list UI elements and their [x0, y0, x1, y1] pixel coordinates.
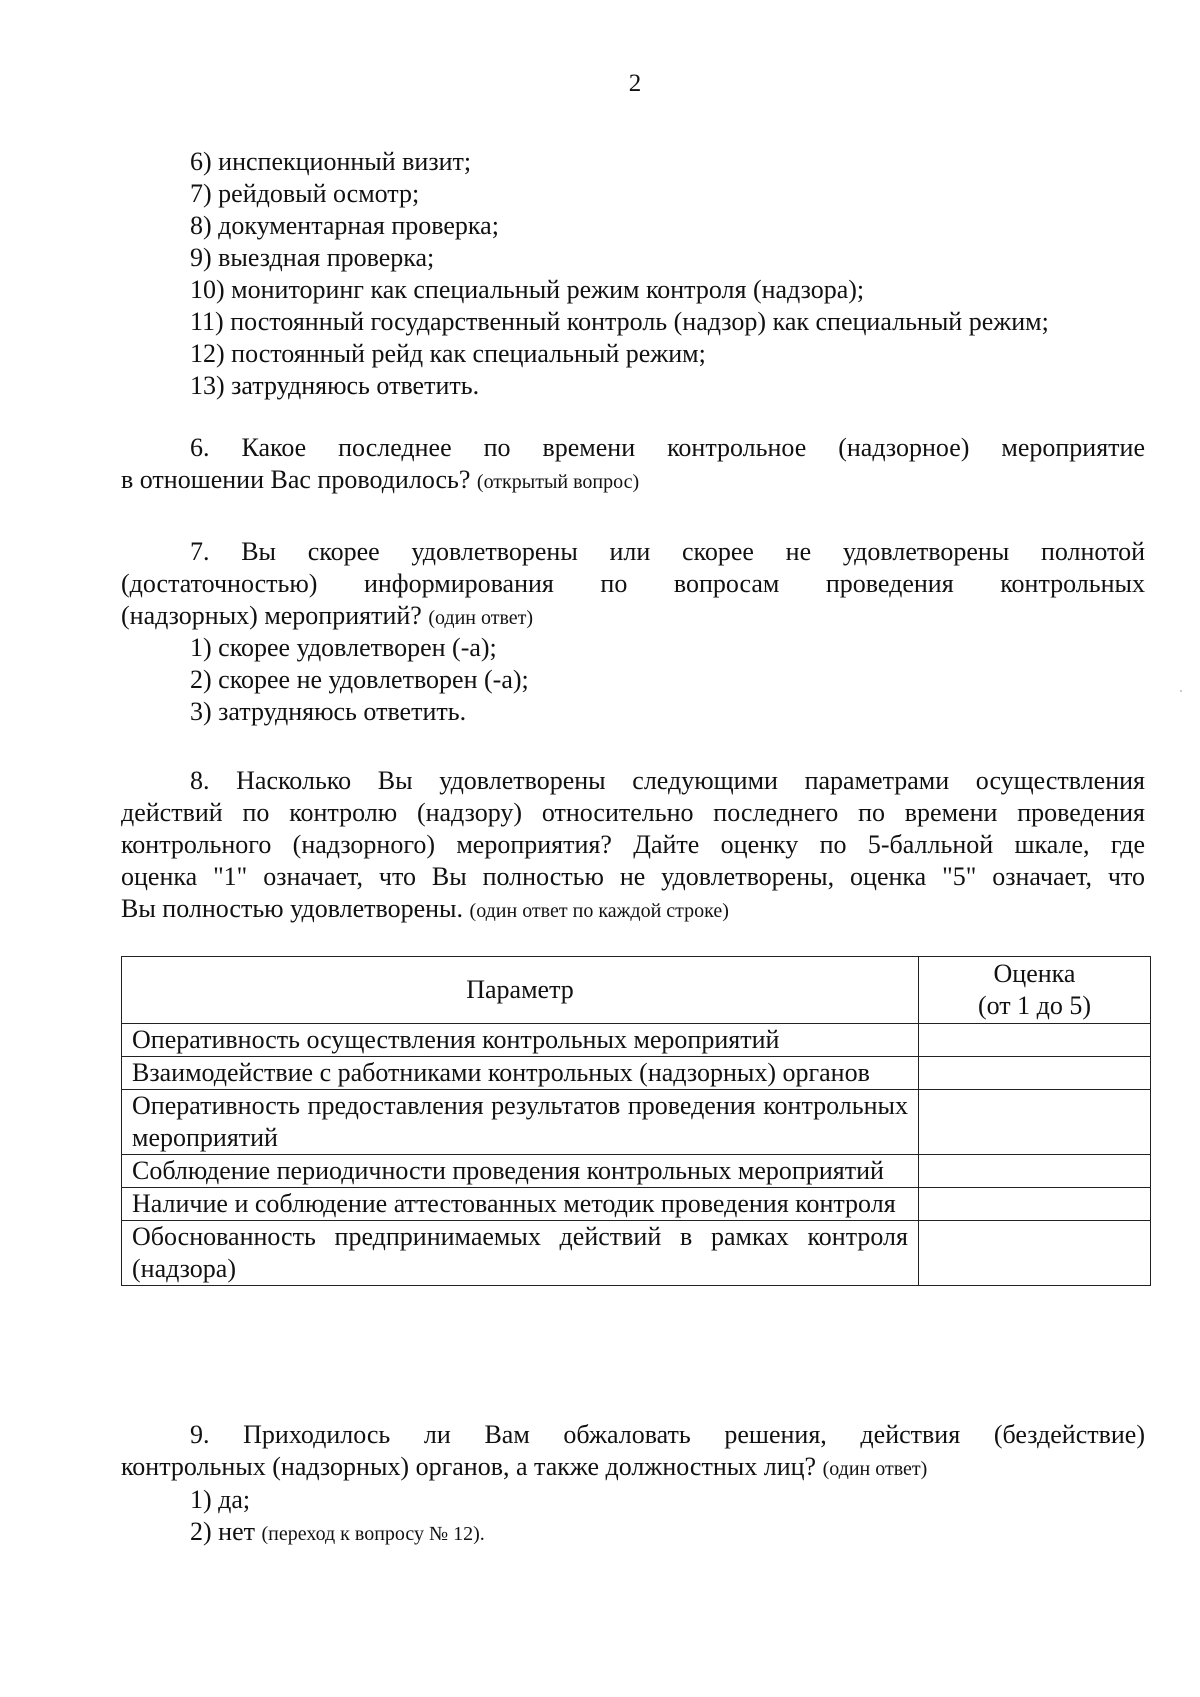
answer-option — [190, 1516, 485, 1550]
table-row — [122, 1024, 1151, 1057]
answer-option: 6) инспекционный визит; — [190, 147, 472, 176]
question-text: 9. Приходилось ли Вам обжаловать решения, действия (бездействие) — [190, 1420, 1145, 1449]
question-9 — [121, 1419, 1145, 1485]
question-text: Вы полностью удовлетворены. — [121, 894, 464, 923]
answer-option: 10) мониторинг как специальный режим контроля (надзора); — [190, 275, 865, 304]
question-8 — [121, 765, 1145, 927]
answer-option: 7) рейдовый осмотр; — [190, 179, 420, 208]
question-text-end — [121, 464, 1145, 498]
score-cell[interactable] — [919, 1188, 1151, 1221]
answer-option: 11) постоянный государственный контроль (надзор) как специальный режим; — [190, 307, 1049, 336]
parameter-cell: Соблюдение периодичности проведения контрольных мероприятий — [122, 1155, 919, 1188]
answer-option: 3) затрудняюсь ответить. — [190, 697, 467, 726]
parameter-cell: Наличие и соблюдение аттестованных методик проведения контроля — [122, 1188, 919, 1221]
question-text: (надзорных) мероприятий? — [121, 601, 422, 630]
answer-option: 2) скорее не удовлетворен (-а); — [190, 665, 529, 694]
parameter-cell: Оперативность предоставления результатов проведения контрольных мероприятий — [122, 1090, 919, 1155]
answer-option — [190, 1484, 250, 1516]
answer-option: 8) документарная проверка; — [190, 211, 499, 240]
table-row — [122, 1188, 1151, 1221]
question-text: оценка "1" означает, что Вы полностью не удовлетворены, оценка "5" означает, что — [121, 862, 1145, 891]
parameter-cell: Оперативность осуществления контрольных мероприятий — [122, 1024, 919, 1057]
answer-label: 1) да; — [190, 1485, 251, 1514]
question-text: (достаточностью) информирования по вопросам проведения контрольных — [121, 569, 1145, 598]
question-text: контрольного (надзорного) мероприятия? Дайте оценку по 5-балльной шкале, где — [121, 830, 1145, 859]
score-cell[interactable] — [919, 1057, 1151, 1090]
header-score-title: Оценка — [993, 959, 1076, 988]
header-score-range: (от 1 до 5) — [977, 991, 1092, 1020]
question-text-end — [121, 893, 1145, 927]
header-parameter: Параметр — [122, 957, 919, 1024]
answer-note: (один ответ) — [428, 607, 534, 629]
question-text-end — [121, 1451, 1145, 1485]
answer-note: (один ответ) — [822, 1458, 928, 1480]
question-text: 7. Вы скорее удовлетворены или скорее не удовлетворены полнотой — [190, 537, 1145, 566]
answer-note: (один ответ по каждой строке) — [469, 900, 729, 922]
parameter-cell: Взаимодействие с работниками контрольных (надзорных) органов — [122, 1057, 919, 1090]
score-cell[interactable] — [919, 1024, 1151, 1057]
scan-speck — [1180, 690, 1182, 692]
answer-label: 2) нет — [190, 1517, 255, 1546]
table-row — [122, 1155, 1151, 1188]
table-row — [122, 1057, 1151, 1090]
table-header-row — [122, 957, 1151, 1024]
answer-note: (переход к вопросу № 12). — [261, 1523, 485, 1545]
question-text: 6. Какое последнее по времени контрольное (надзорное) мероприятие — [190, 433, 1145, 462]
page-number: 2 — [628, 70, 642, 97]
question-text-end — [121, 600, 1145, 634]
question-6 — [121, 432, 1145, 498]
question-text: действий по контролю (надзору) относительно последнего по времени проведения — [121, 798, 1145, 827]
answer-note: (открытый вопрос) — [476, 471, 640, 493]
question-7 — [121, 536, 1145, 634]
question-text: в отношении Вас проводилось? — [121, 465, 471, 494]
answer-option: 12) постоянный рейд как специальный режим; — [190, 339, 706, 368]
question-text: контрольных (надзорных) органов, а также должностных лиц? — [121, 1452, 817, 1481]
score-cell[interactable] — [919, 1090, 1151, 1155]
answer-option: 1) скорее удовлетворен (-а); — [190, 633, 497, 662]
score-cell[interactable] — [919, 1155, 1151, 1188]
table-row — [122, 1090, 1151, 1155]
table-row — [122, 1221, 1151, 1286]
question-text: 8. Насколько Вы удовлетворены следующими параметрами осуществления — [190, 766, 1145, 795]
rating-table — [121, 956, 1151, 1286]
answer-option: 9) выездная проверка; — [190, 243, 435, 272]
score-cell[interactable] — [919, 1221, 1151, 1286]
header-score — [919, 957, 1151, 1024]
parameter-cell: Обоснованность предпринимаемых действий в рамках контроля (надзора) — [122, 1221, 919, 1286]
answer-option: 13) затрудняюсь ответить. — [190, 371, 480, 400]
